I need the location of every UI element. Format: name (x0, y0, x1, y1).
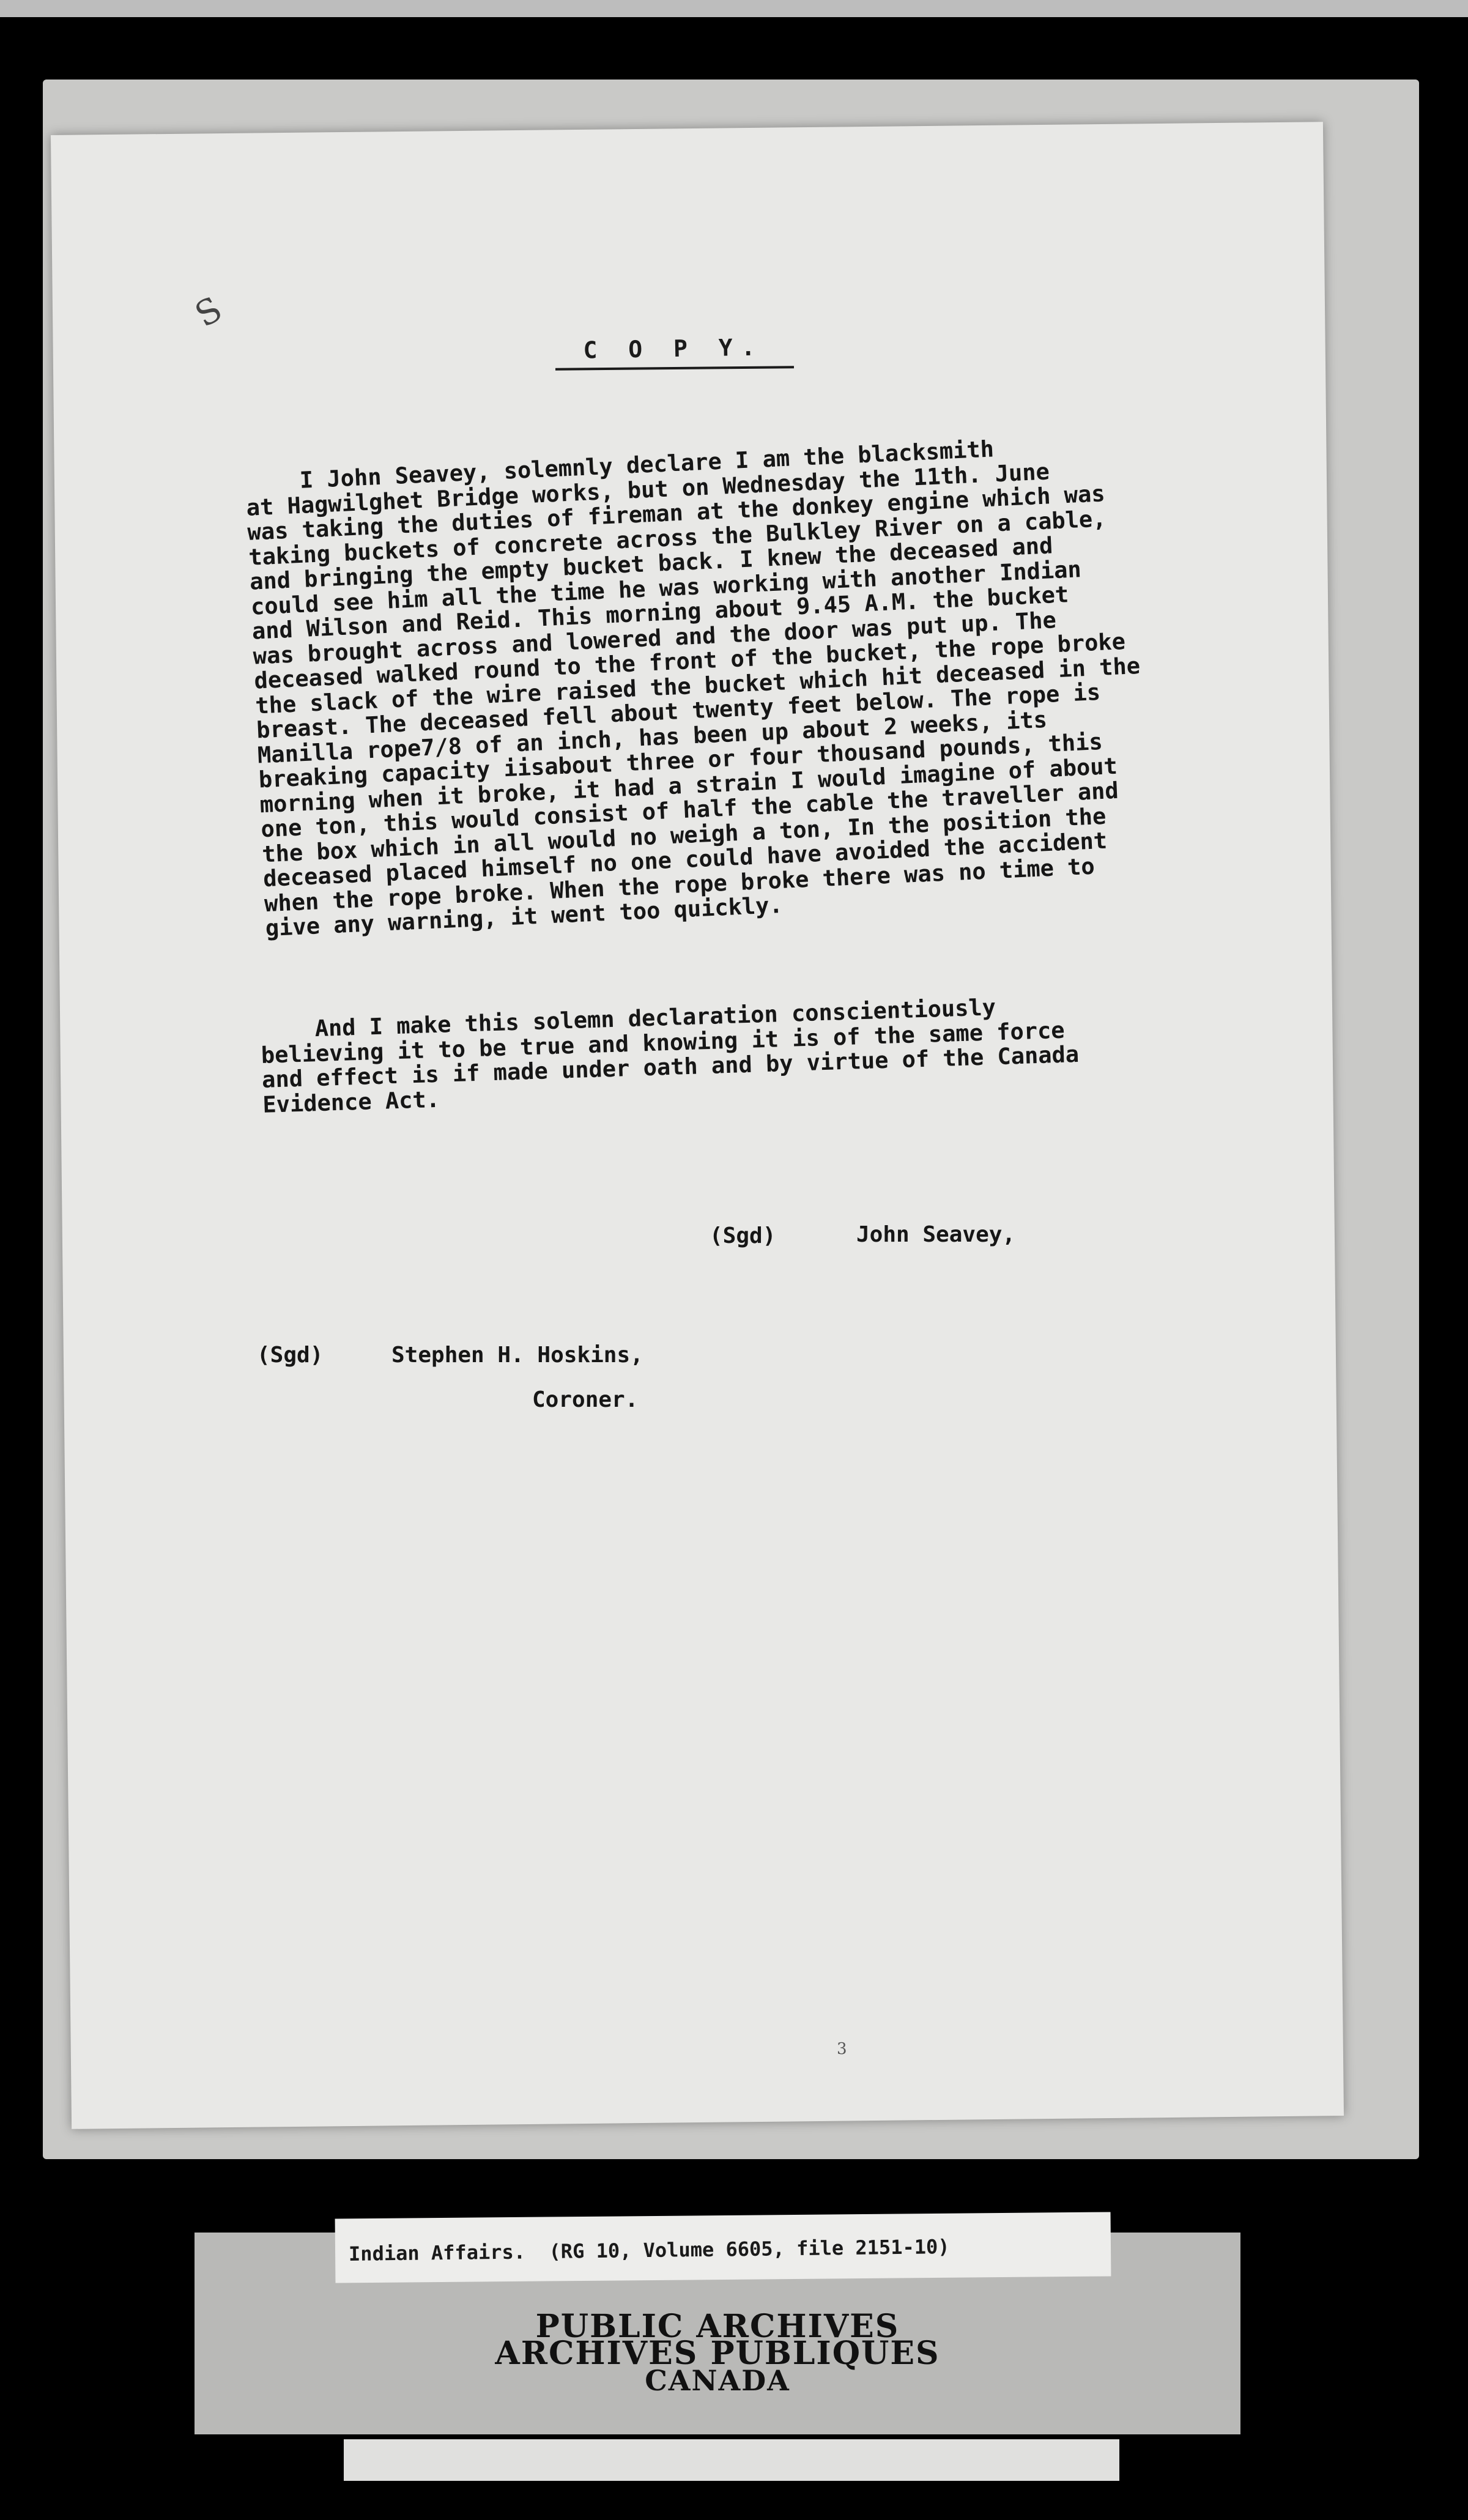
archive-reference: Indian Affairs. (RG 10, Volume 6605, file 2151-10) (348, 2234, 950, 2266)
archive-stamp-line-1: PUBLIC ARCHIVES (535, 2308, 900, 2345)
signature-name-1: John Seavey, (856, 1222, 1016, 1247)
document-heading: C O P Y. (583, 333, 764, 364)
top-edge-strip (0, 0, 1468, 17)
paper-sheet-front (51, 122, 1344, 2129)
signature-sgd-1: (Sgd) (710, 1223, 776, 1248)
signature-sgd-2: (Sgd) (257, 1343, 324, 1368)
declaration-paragraph: And I make this solemn declaration conscientiously believing it to be true and knowing it is of the same force and effect is if made under oath and by virtue of the Canada Evidence Act. (259, 994, 1080, 1118)
bottom-label-strip (344, 2439, 1119, 2481)
archive-stamp-line-2: ARCHIVES PUBLIQUES (495, 2335, 940, 2372)
page-mark: 3 (837, 2040, 847, 2058)
margin-mark: S (188, 289, 229, 336)
signature-name-2: Stephen H. Hoskins, (391, 1343, 643, 1368)
archive-stamp-line-3: CANADA (645, 2364, 790, 2397)
statement-paragraph: I John Seavey, solemnly declare I am the blacksmith at Hagwilghet Bridge works, but on Wednesday the 11th. June was taking the duties of fireman at the donkey engine which was taking buckets of concrete across the Bulkley River on a cable, and bringing the empty bucket back. I knew the deceased and could see him all the time he was working with another Indian and Wilson and Reid. This morning about 9.45 A.M. the bucket was brought across and lowered and the door was put up. The deceased walked round to the front of the bucket, the rope broke the slack of the wire raised the bucket which hit deceased in the breast. The deceased fell about twenty feet below. The rope is Manilla rope7/8 of an inch, has been up about 2 weeks, its breaking capacity iisabout three or four thousand pounds, this morning when it broke, it had a strain I would imagine of about one ton, this would consist of half the cable the traveller and the box which in all would no weigh a ton, In the position the deceased placed himself no one could have avoided the accident when the rope broke. When the rope broke there was no time to give any warning, it went too quickly. (244, 435, 1141, 942)
signature-title-2: Coroner. (532, 1387, 639, 1412)
